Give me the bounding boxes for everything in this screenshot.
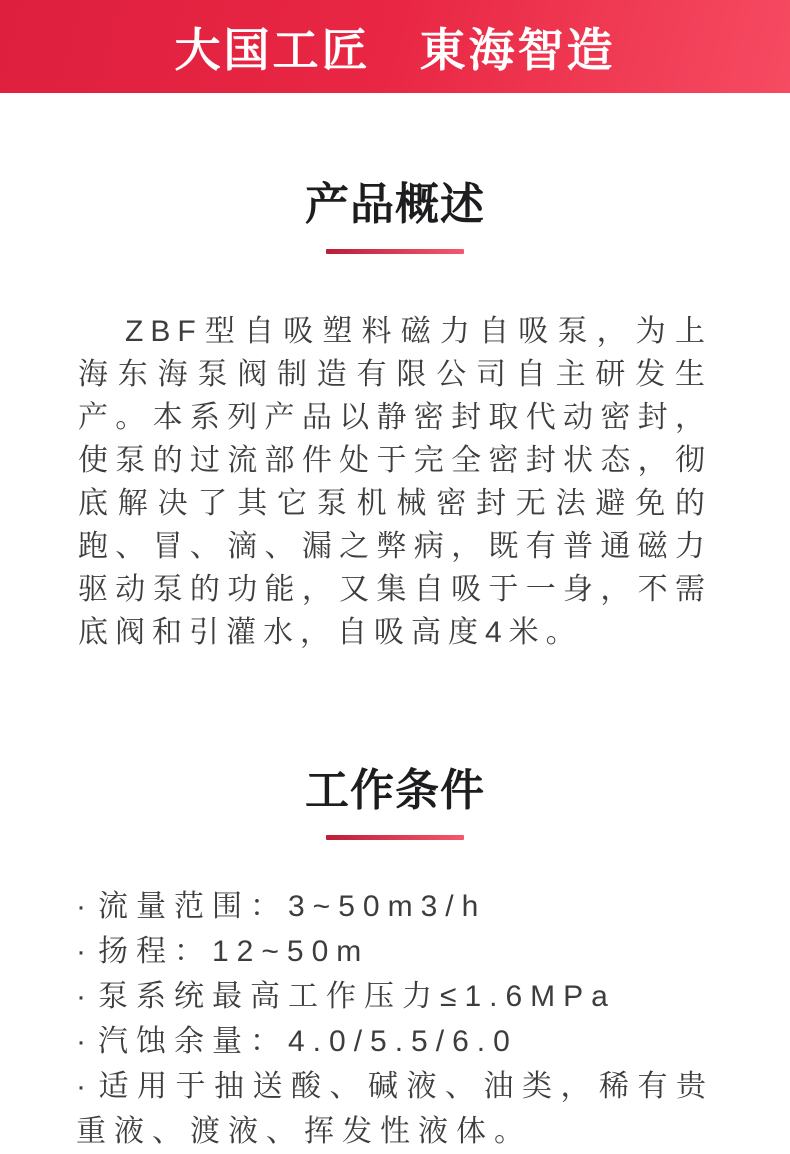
bullet-dot: · [76,1070,94,1103]
brand-banner [0,0,790,93]
bullet-dot: · [76,1025,94,1058]
condition-item-label: 泵系统最高工作压力≤1.6MPa [98,980,616,1013]
overview-title-underline [326,249,464,254]
bullet-dot: · [76,890,94,923]
bullet-dot: · [76,980,94,1013]
condition-item-label: 流量范围：3~50m3/h [98,890,487,923]
condition-item-head [76,929,714,974]
overview-paragraph: ZBF型自吸塑料磁力自吸泵，为上海东海泵阀制造有限公司自主研发生产。本系列产品以静密封取代动密封，使泵的过流部件处于完全密封状态，彻底解决了其它泵机械密封无法避免的跑、冒、滴、漏之弊病，既有普通磁力驱动泵的功能，又集自吸于一身，不需底阀和引灌水，自吸高度4米。 [78,315,712,649]
section-overview [0,168,790,654]
condition-item-label: 扬程：12~50m [98,935,370,968]
condition-item-max-pressure [76,974,714,1019]
section-conditions [0,754,790,1154]
banner-title: 大国工匠 東海智造 [174,23,616,76]
condition-item-label: 汽蚀余量：4.0/5.5/6.0 [98,1025,518,1058]
overview-title: 产品概述 [305,180,485,229]
condition-item-label: 适用于抽送酸、碱液、油类，稀有贵重液、渡液、挥发性液体。 [76,1070,714,1148]
condition-item-flow-range [76,884,714,929]
condition-item-npsh [76,1019,714,1064]
conditions-title: 工作条件 [305,766,485,815]
conditions-title-underline [326,835,464,840]
conditions-list [0,884,790,1154]
bullet-dot: · [76,935,94,968]
condition-item-applications [76,1064,714,1154]
